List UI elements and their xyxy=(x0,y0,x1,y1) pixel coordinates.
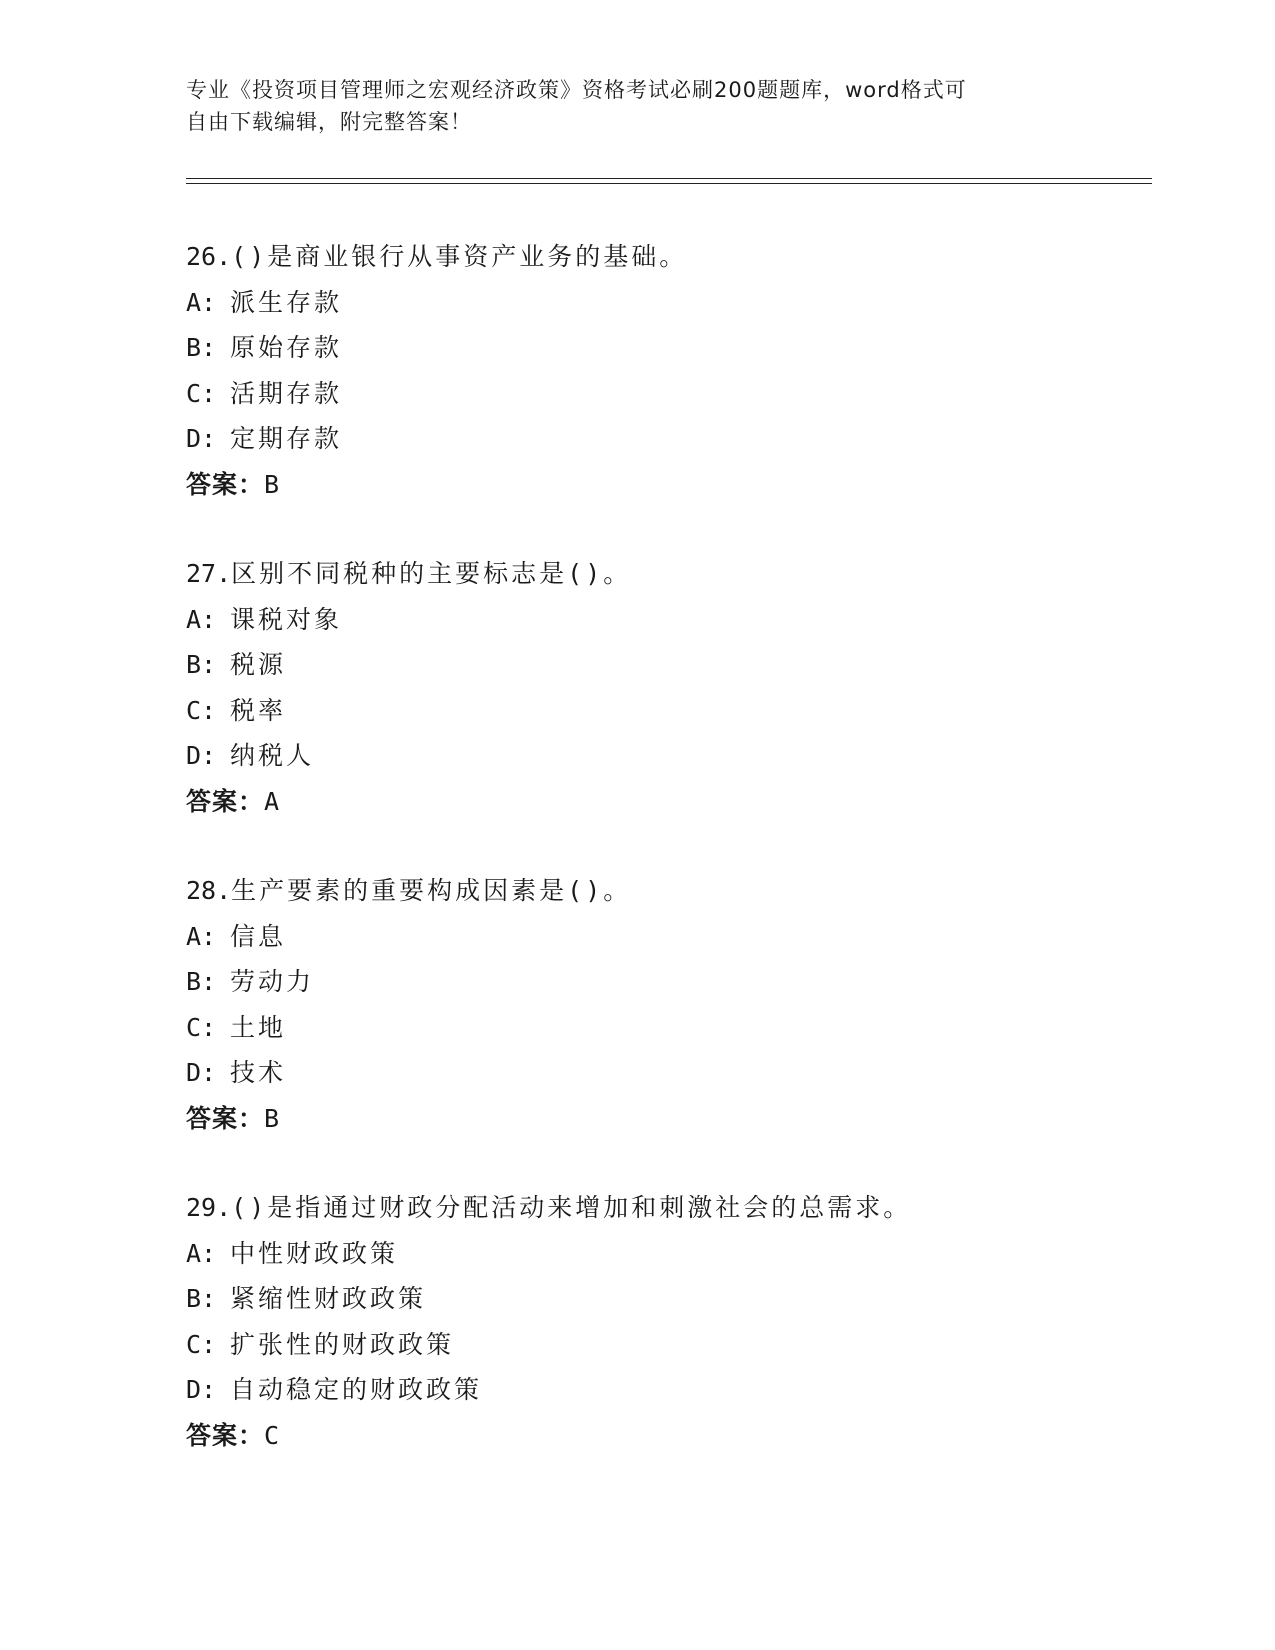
question-text: ()是指通过财政分配活动来增加和刺激社会的总需求。 xyxy=(231,1193,912,1222)
answer-label: 答案： xyxy=(186,786,265,816)
question-stem xyxy=(186,234,1146,280)
answer-value: A xyxy=(264,786,281,816)
question-stem xyxy=(186,1185,1146,1231)
option-text: 定期存款 xyxy=(230,424,343,453)
option-text: 信息 xyxy=(230,921,287,951)
option-text: 原始存款 xyxy=(230,333,343,362)
option-letter: A: xyxy=(186,287,217,317)
option-letter: C: xyxy=(186,1329,217,1359)
option-letter: B: xyxy=(186,333,217,362)
answer-value: B xyxy=(264,1103,281,1133)
option-a xyxy=(186,914,1146,960)
option-letter: B: xyxy=(186,967,217,996)
option-b xyxy=(186,642,1146,688)
answer-label: 答案： xyxy=(186,1420,265,1450)
option-letter: C: xyxy=(186,1012,217,1042)
option-text: 扩张性的财政政策 xyxy=(230,1329,455,1359)
option-text: 税源 xyxy=(230,650,287,679)
question-number: 26. xyxy=(186,242,232,271)
option-letter: A: xyxy=(186,604,217,634)
header-line-2: 自由下载编辑，附完整答案！ xyxy=(186,110,472,134)
answer-line xyxy=(186,1413,1146,1459)
question-26 xyxy=(186,234,1146,507)
option-text: 课税对象 xyxy=(230,604,343,634)
question-stem xyxy=(186,551,1146,597)
option-letter: D: xyxy=(186,741,217,770)
answer-value: B xyxy=(264,469,281,499)
option-text: 技术 xyxy=(230,1058,287,1087)
option-letter: B: xyxy=(186,650,217,679)
option-b xyxy=(186,1276,1146,1322)
question-29 xyxy=(186,1185,1146,1458)
option-c xyxy=(186,688,1146,734)
option-text: 派生存款 xyxy=(230,287,343,317)
option-a xyxy=(186,280,1146,326)
question-text: 生产要素的重要构成因素是()。 xyxy=(231,876,632,905)
option-c xyxy=(186,371,1146,417)
option-text: 活期存款 xyxy=(230,378,343,408)
question-number: 29. xyxy=(186,1193,232,1222)
option-text: 自动稳定的财政政策 xyxy=(230,1375,483,1404)
option-letter: B: xyxy=(186,1284,217,1313)
option-text: 纳税人 xyxy=(230,741,315,770)
option-d xyxy=(186,1367,1146,1413)
question-text: 区别不同税种的主要标志是()。 xyxy=(231,559,632,588)
option-d xyxy=(186,733,1146,779)
question-stem xyxy=(186,868,1146,914)
answer-line xyxy=(186,779,1146,825)
option-c xyxy=(186,1322,1146,1368)
option-letter: A: xyxy=(186,1238,217,1268)
answer-label: 答案： xyxy=(186,1103,265,1133)
option-d xyxy=(186,1050,1146,1096)
option-a xyxy=(186,597,1146,643)
question-27 xyxy=(186,551,1146,824)
answer-line xyxy=(186,462,1146,508)
header-line-1: 专业《投资项目管理师之宏观经济政策》资格考试必刷200题题库，word格式可 xyxy=(186,78,967,102)
question-text: ()是商业银行从事资产业务的基础。 xyxy=(231,242,688,271)
answer-value: C xyxy=(264,1420,281,1450)
option-text: 紧缩性财政政策 xyxy=(230,1284,427,1313)
question-number: 27. xyxy=(186,559,232,588)
option-letter: D: xyxy=(186,1375,217,1404)
option-c xyxy=(186,1005,1146,1051)
option-text: 土地 xyxy=(230,1012,287,1042)
page-header xyxy=(186,74,1066,138)
option-b xyxy=(186,959,1146,1005)
header-divider-top xyxy=(186,178,1152,179)
answer-line xyxy=(186,1096,1146,1142)
option-d xyxy=(186,416,1146,462)
answer-label: 答案： xyxy=(186,469,265,499)
question-number: 28. xyxy=(186,876,232,905)
option-letter: A: xyxy=(186,921,217,951)
option-letter: C: xyxy=(186,378,217,408)
header-divider-bottom xyxy=(186,183,1152,184)
option-letter: C: xyxy=(186,695,217,725)
option-text: 劳动力 xyxy=(230,967,315,996)
option-text: 中性财政政策 xyxy=(230,1238,399,1268)
question-list xyxy=(186,234,1146,1502)
option-letter: D: xyxy=(186,424,217,453)
question-28 xyxy=(186,868,1146,1141)
option-text: 税率 xyxy=(230,695,287,725)
option-b xyxy=(186,325,1146,371)
option-a xyxy=(186,1231,1146,1277)
option-letter: D: xyxy=(186,1058,217,1087)
